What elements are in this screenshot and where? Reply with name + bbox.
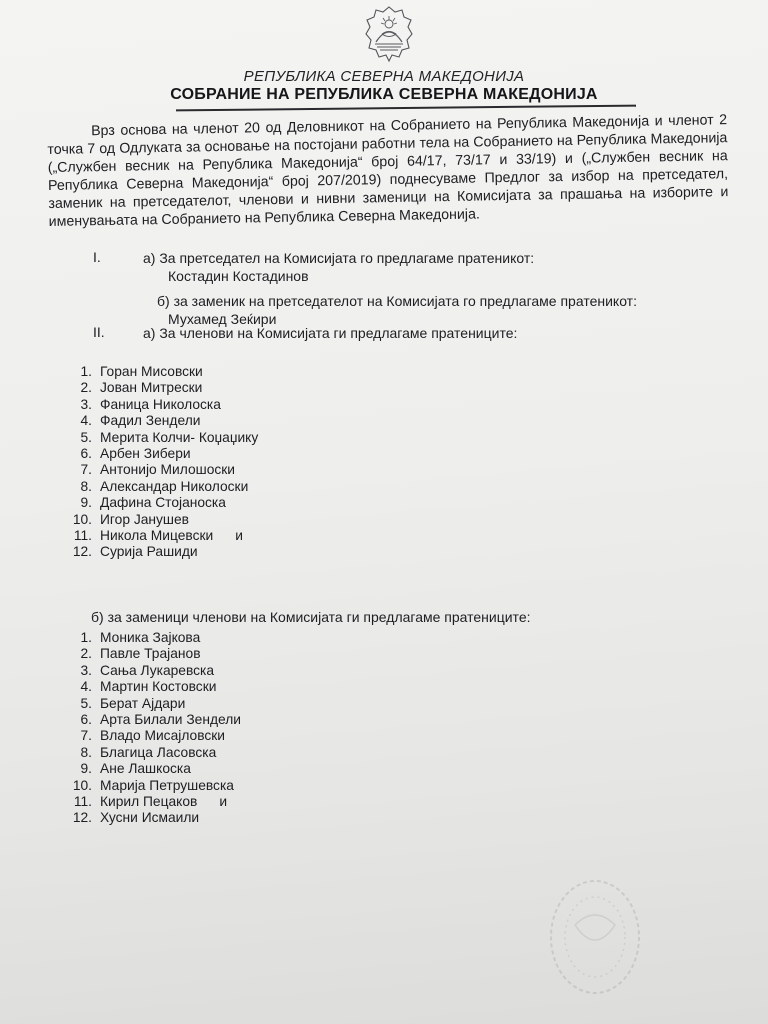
list-item: [66, 413, 258, 429]
list-item-number: 7.: [80, 462, 92, 478]
list-item: [66, 778, 241, 794]
list-item: [66, 544, 258, 560]
list-item-number: 9.: [80, 761, 92, 777]
list-item-number: 8.: [80, 478, 92, 494]
deputy-name: Марија Петрушевска: [100, 777, 234, 793]
member-name: Дафина Стојаноска: [100, 495, 226, 511]
deputy-name: Павле Трајанов: [100, 646, 201, 662]
list-item: [66, 479, 258, 495]
member-name: Фаница Николоска: [100, 396, 221, 412]
list-item-number: 3.: [80, 396, 92, 412]
list-item-number: 10.: [72, 777, 92, 793]
assembly-title: СОБРАНИЕ НА РЕПУБЛИКА СЕВЕРНА МАКЕДОНИЈА: [170, 86, 598, 103]
list-item-number: 12.: [72, 810, 92, 826]
list-item-number: 6.: [80, 711, 92, 727]
member-name: Горан Мисовски: [100, 364, 203, 379]
conjunction-and: и: [219, 793, 228, 809]
list-item-number: 8.: [80, 744, 92, 760]
preamble-paragraph: Врз основа на членот 20 од Деловникот на Собранието на Република Македонија и членот 2 точка 7 од Одлуката за основање на постојани работни тела на Собранието на Република Македонија („Службен весник на Република Македонија“ број 64/17, 73/17 и 33/19) и („Службен весник на Република Северна Македонија“ број 207/2019) поднесуваме Предлог за избор на претседател, заменик на претседателот, членови и нивни заменици на Комисијата за прашања на изборите и именувањата на Собранието на Република Северна Македонија.: [47, 112, 729, 230]
deputy-name: Владо Мисајловски: [100, 728, 226, 744]
list-item: [66, 728, 241, 744]
list-item-number: 2.: [80, 646, 92, 662]
list-item: [66, 397, 258, 413]
list-item: [66, 646, 241, 662]
faded-stamp-icon: [545, 875, 645, 1000]
list-item-number: 9.: [80, 495, 92, 511]
section-two-numeral: II.: [93, 324, 105, 340]
deputies-list: [66, 630, 241, 827]
member-name: Игор Јанушев: [100, 511, 189, 527]
list-item-number: 5.: [80, 429, 92, 445]
deputy-name: Моника Зајкова: [100, 630, 201, 645]
list-item-number: 5.: [80, 695, 92, 711]
list-item: [66, 663, 241, 679]
deputy-chair-name: Мухамед Зеќири: [168, 311, 277, 327]
list-item: [66, 364, 258, 380]
header-underline: [176, 105, 636, 112]
list-item: [66, 745, 241, 761]
deputy-name: Берат Ајдари: [100, 695, 186, 711]
list-item: [66, 712, 241, 728]
member-name: Арбен Зибери: [100, 445, 191, 461]
list-item-number: 2.: [80, 380, 92, 396]
members-list: [66, 364, 258, 561]
deputy-name: Арта Билали Зендели: [100, 711, 241, 727]
list-item: [66, 495, 258, 511]
coat-of-arms-icon: [362, 4, 416, 64]
deputy-name: Сања Лукаревска: [100, 662, 215, 678]
list-item: [66, 810, 241, 826]
deputy-name: Кирил Пецаков: [100, 793, 198, 809]
list-item: [66, 446, 258, 462]
list-item: [66, 380, 258, 396]
list-item-number: 1.: [80, 364, 92, 379]
list-item: [66, 794, 241, 810]
deputies-proposal-label: б) за заменици членови на Комисијата ги предлагаме пратениците:: [91, 609, 531, 625]
list-item-number: 6.: [80, 445, 92, 461]
deputy-chair-proposal-label: б) за заменик на претседателот на Комисијата го предлагаме пратеникот:: [157, 293, 637, 309]
deputy-name: Благица Ласовска: [100, 744, 217, 760]
list-item: [66, 696, 241, 712]
list-item: [66, 630, 241, 646]
list-item-number: 4.: [80, 679, 92, 695]
deputy-name: Ане Лашкоска: [100, 761, 191, 777]
member-name: Антонијо Милошоски: [100, 462, 236, 478]
chair-name: Костадин Костадинов: [168, 268, 309, 284]
member-name: Фадил Зендели: [100, 413, 201, 429]
list-item-number: 4.: [80, 413, 92, 429]
list-item-number: 3.: [80, 662, 92, 678]
deputy-name: Мартин Костовски: [100, 679, 217, 695]
list-item-number: 11.: [73, 793, 92, 809]
member-name: Александар Николоски: [100, 478, 249, 494]
list-item-number: 10.: [72, 511, 92, 527]
chair-proposal-label: а) За претседател на Комисијата го предлагаме пратеникот:: [143, 250, 535, 266]
list-item-number: 1.: [80, 630, 92, 645]
conjunction-and: и: [235, 527, 243, 543]
member-name: Сурија Рашиди: [100, 544, 198, 560]
member-name: Јован Митрески: [100, 380, 203, 396]
list-item: [66, 679, 241, 695]
list-item-number: 12.: [72, 544, 92, 560]
members-proposal-label: а) За членови на Комисијата ги предлагаме пратениците:: [143, 325, 518, 341]
deputy-name: Хусни Исмаили: [100, 810, 200, 826]
member-name: Никола Мицевски: [100, 527, 214, 543]
list-item-number: 11.: [73, 527, 92, 543]
section-one-numeral: I.: [93, 249, 101, 265]
list-item-number: 7.: [80, 728, 92, 744]
list-item: [66, 528, 258, 544]
list-item: [66, 761, 241, 777]
list-item: [66, 430, 258, 446]
republic-title: РЕПУБЛИКА СЕВЕРНА МАКЕДОНИЈА: [243, 68, 525, 85]
list-item: [66, 462, 258, 478]
list-item: [66, 512, 258, 528]
member-name: Мерита Колчи- Коџаџику: [100, 429, 259, 445]
